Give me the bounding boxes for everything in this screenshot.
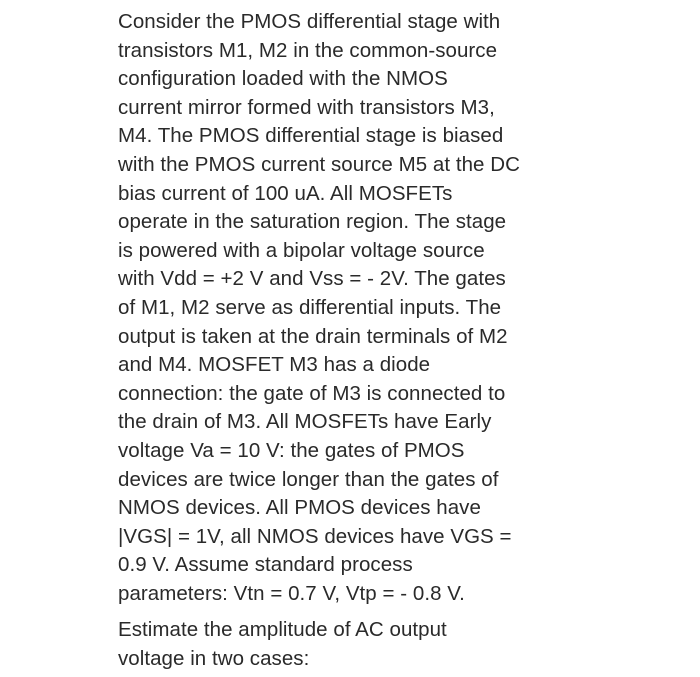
paragraph-line: voltage in two cases: xyxy=(118,647,310,671)
paragraph-line: |VGS| = 1V, all NMOS devices have VGS = xyxy=(118,524,512,548)
problem-description-paragraph xyxy=(118,8,588,608)
paragraph-line: the drain of M3. All MOSFETs have Early xyxy=(118,410,492,434)
paragraph-line: is powered with a bipolar voltage source xyxy=(118,238,485,262)
question-paragraph xyxy=(118,616,588,673)
paragraph-line: M4. The PMOS differential stage is biased xyxy=(118,124,504,148)
paragraph-line: Estimate the amplitude of AC output xyxy=(118,618,447,642)
paragraph-line: connection: the gate of M3 is connected to xyxy=(118,381,506,405)
paragraph-line: of M1, M2 serve as differential inputs. The xyxy=(118,295,502,319)
paragraph-line: voltage Va = 10 V: the gates of PMOS xyxy=(118,438,465,462)
paragraph-line: Consider the PMOS differential stage with xyxy=(118,10,501,33)
paragraph-line: and M4. MOSFET M3 has a diode xyxy=(118,353,431,377)
paragraph-line: 0.9 V. Assume standard process xyxy=(118,553,413,577)
paragraph-line: output is taken at the drain terminals of M2 xyxy=(118,324,508,348)
paragraph-line: current mirror formed with transistors M3, xyxy=(118,95,495,119)
paragraph-line: parameters: Vtn = 0.7 V, Vtp = - 0.8 V. xyxy=(118,581,465,605)
paragraph-line: devices are twice longer than the gates of xyxy=(118,467,499,491)
paragraph-spacing xyxy=(118,608,588,616)
paragraph-line: configuration loaded with the NMOS xyxy=(118,67,448,91)
paragraph-line: operate in the saturation region. The stage xyxy=(118,210,507,234)
paragraph-line: bias current of 100 uA. All MOSFETs xyxy=(118,181,453,205)
paragraph-line: with the PMOS current source M5 at the DC xyxy=(118,152,520,176)
paragraph-line: transistors M1, M2 in the common-source xyxy=(118,38,498,62)
paragraph-line: NMOS devices. All PMOS devices have xyxy=(118,496,481,520)
paragraph-line: with Vdd = +2 V and Vss = - 2V. The gates xyxy=(118,267,506,291)
problem-text xyxy=(118,8,588,674)
